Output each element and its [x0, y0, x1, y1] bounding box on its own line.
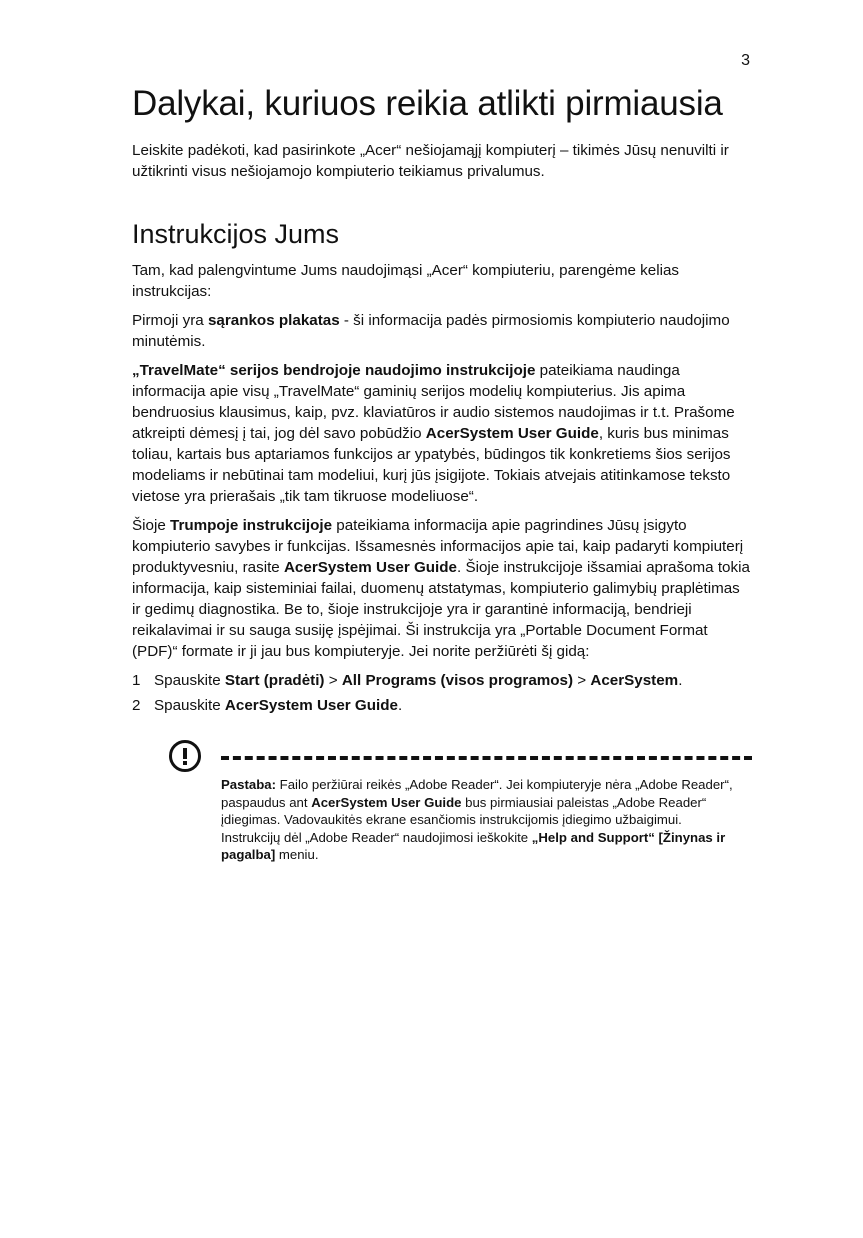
note-box: [132, 740, 752, 870]
p2-text-end: - ši informacija padės pirmosiomis kompiuterio naudojimo minutėmis.: [132, 312, 730, 350]
p4-text-2: pateikiama informacija apie pagrindines Jūsų įsigyto kompiuterio savybes ir funkcijas. Išsamesnės informacijos apie tai, kaip padaryti kompiuterį produktyvesniu, rasite: [132, 517, 744, 576]
step-bold-user-guide: AcerSystem User Guide: [224, 697, 398, 714]
note-bold-1: AcerSystem User Guide: [311, 794, 462, 810]
note-text: [221, 776, 741, 864]
step-separator: >: [324, 672, 342, 689]
p2-text: Pirmoji yra: [132, 312, 208, 329]
list-item: [132, 695, 752, 716]
step-text: [154, 670, 682, 691]
p4-text-3: . Šioje instrukcijoje išsamiai aprašoma tokia informacija, kaip sisteminiai failai, duomenų atstatymas, kompiuterio galimybių praplėtimas ir gedimų diagnostika. Be to, šioje instrukcijoje yra ir garantinė informaciją, bendrieji reikalavimai ir su sauga susiję įspėjimai. Ši instrukcija yra „Portable Document Format (PDF)“ formate ir ji jau bus kompiuteryje. Jei norite peržiūrėti šį gidą:: [132, 559, 750, 660]
step-number: 2: [132, 697, 141, 714]
section-heading: Instrukcijos Jums: [132, 219, 340, 249]
intro-paragraph: Leiskite padėkoti, kad pasirinkote „Acer“ nešiojamąjį kompiuterį – tikimės Jūsų nenuvilti ir užtikrinti visus nešiojamojo kompiuterio teikiamus privalumus.: [132, 142, 729, 180]
list-item: [132, 670, 752, 691]
p3-text-1: pateikiama naudinga informacija apie visų „TravelMate“ gaminių serijos modelių kompiuterius. Jis apima bendruosius klausimus, kaip, pvz. klaviatūros ir audio sistemos naudojimas ir t.t. Prašome atkreipti dėmesį į tai, jog dėl savo pobūdžio: [132, 362, 735, 442]
steps-list: [132, 670, 752, 716]
p3-text-2: , kuris bus minimas toliau, kartais bus aptariamos funkcijos ar ypatybės, būdingos tik konkretiems šios serijos modeliams ir nebūtinai tam modeliui, kurį jūs įsigijote. Tokiais atvejais atitinkamose teksto vietose yra prierašais „tik tam tikruose modeliuose“.: [132, 425, 731, 505]
note-label: Pastaba:: [221, 777, 276, 792]
p4-bold-2: AcerSystem User Guide: [283, 559, 458, 576]
p2-bold: sąrankos plakatas: [207, 312, 340, 329]
note-divider: [221, 756, 752, 760]
step-text: [154, 695, 402, 716]
paragraph-3: [132, 360, 752, 507]
note-text-3: meniu.: [275, 847, 319, 862]
step-text-part: Spauskite: [154, 672, 225, 689]
step-number: 1: [132, 672, 141, 689]
paragraph-2: [132, 310, 752, 352]
step-end: .: [397, 697, 403, 714]
paragraph-4: [132, 515, 752, 662]
note-text-2: bus pirmiausiai paleistas „Adobe Reader“ įdiegimas. Vadovaukitės ekrane esančiomis instrukcijomis įdiegimo užbaigimui. Instrukcijų dėl „Adobe Reader“ naudojimosi ieškokite: [221, 794, 707, 845]
note-text-1: Failo peržiūrai reikės „Adobe Reader“. Jei kompiuteryje nėra „Adobe Reader“, paspaudus ant: [221, 777, 733, 810]
page-number: 3: [741, 52, 750, 69]
step-text-part: Spauskite: [154, 697, 225, 714]
step-separator: >: [573, 672, 591, 689]
step-bold-start: Start (pradėti): [224, 672, 325, 689]
paragraph-1: Tam, kad palengvintume Jums naudojimąsi „Acer“ kompiuteriu, parengėme kelias instrukcijas:: [132, 262, 680, 300]
page-content: [132, 84, 752, 870]
page-title: Dalykai, kuriuos reikia atlikti pirmiausia: [132, 84, 723, 123]
p4-bold-1: Trumpoje instrukcijoje: [170, 517, 333, 534]
step-bold-all-programs: All Programs (visos programos): [341, 672, 574, 689]
note-bold-2: „Help and Support“ [Žinynas ir pagalba]: [221, 829, 726, 862]
p4-text-1: Šioje: [132, 517, 170, 534]
p3-bold-2: AcerSystem User Guide: [425, 425, 599, 442]
step-bold-acersystem: AcerSystem: [590, 672, 679, 689]
step-end: .: [678, 672, 683, 689]
exclamation-circle-icon: [169, 740, 201, 772]
p3-bold-1: „TravelMate“ serijos bendrojoje naudojimo instrukcijoje: [132, 362, 536, 379]
